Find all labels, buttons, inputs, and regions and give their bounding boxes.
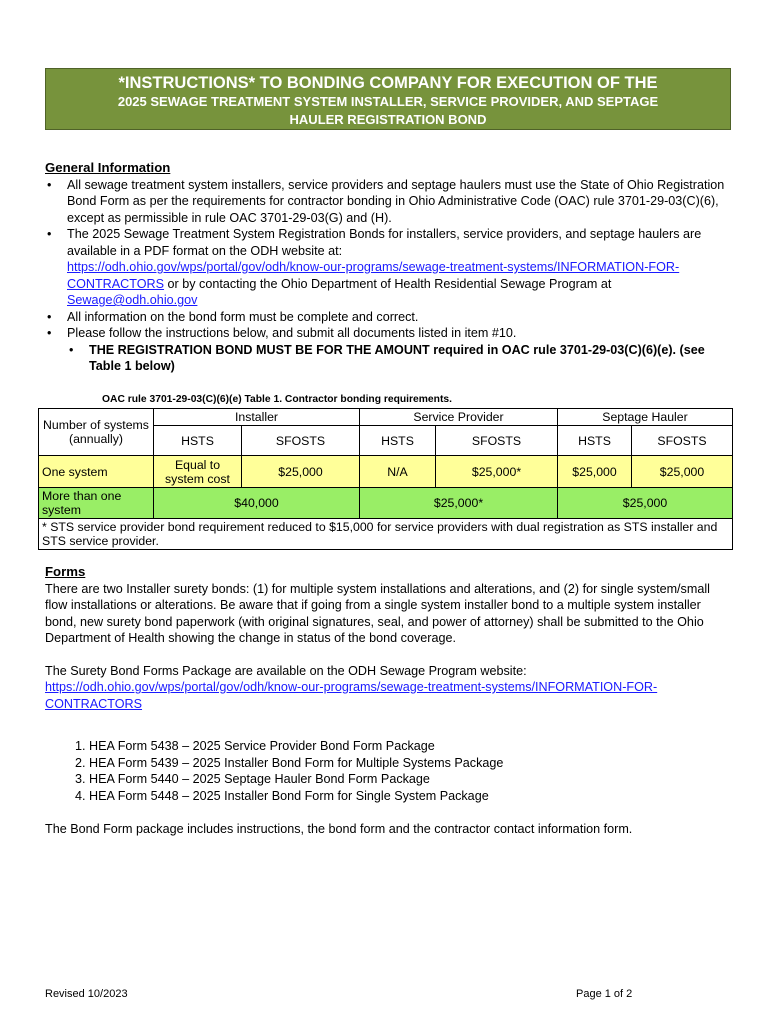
sub-bullets xyxy=(45,342,731,375)
registration-bond-note: • THE REGISTRATION BOND MUST BE FOR THE AMOUNT required in OAC rule 3701-29-03(C)(6)(e). (see Table 1 below) xyxy=(89,342,731,375)
number-of-systems-header: Number of systems (annually) xyxy=(39,409,154,456)
title-line-1: *INSTRUCTIONS* TO BONDING COMPANY FOR EXECUTION OF THE xyxy=(118,74,658,92)
table-cell: $25,000* xyxy=(436,456,558,488)
general-bullet-3: • All information on the bond form must be complete and correct. xyxy=(67,309,731,326)
general-bullet-1: • All sewage treatment system installers, service providers and septage haulers must use the State of Ohio Registration Bond Form as per the requirements for contractor bonding in Ohio Administrative Code (OAC) rule 3701-29-03(C)(6), except as permissible in rule OAC 3701-29-03(G) and (H). xyxy=(67,177,731,227)
list-item: 3. HEA Form 5440 – 2025 Septage Hauler Bond Form Package xyxy=(89,771,731,788)
table-cell: $40,000 xyxy=(154,488,360,519)
table-cell: $25,000* xyxy=(360,488,558,519)
forms-paragraph-1: There are two Installer surety bonds: (1) for multiple system installations and alterations, and (2) for single system/small flow installations or alterations. Be aware that if going from a single system installer bond to a multiple system installer bond, new surety bond paperwork (with original signatures, seal, and power of attorney) shall be submitted to the Ohio Department of Health showing the change in status of the bond coverage. xyxy=(45,581,710,645)
list-item: 1. HEA Form 5438 – 2025 Service Provider Bond Form Package xyxy=(89,738,731,755)
subheader-cell: SFOSTS xyxy=(242,426,360,456)
bullet-2-text: The 2025 Sewage Treatment System Registration Bonds for installers, service providers, and septage haulers are available in a PDF format on the ODH website at: xyxy=(67,227,702,258)
subheader-cell: SFOSTS xyxy=(632,426,733,456)
title-banner xyxy=(45,68,731,130)
table-cell: $25,000 xyxy=(242,456,360,488)
general-bullet-2 xyxy=(67,226,731,309)
row-label: One system xyxy=(39,456,154,488)
subheader-cell: HSTS xyxy=(360,426,436,456)
forms-list xyxy=(45,738,731,804)
forms-paragraph-2: The Surety Bond Forms Package are available on the ODH Sewage Program website: xyxy=(45,663,527,678)
forms-heading: Forms xyxy=(45,564,86,579)
table-cell: N/A xyxy=(360,456,436,488)
table-cell: Equal to system cost xyxy=(154,456,242,488)
table-row-more-than-one xyxy=(39,488,733,519)
title-line-2: 2025 SEWAGE TREATMENT SYSTEM INSTALLER, SERVICE PROVIDER, AND SEPTAGE xyxy=(117,94,659,109)
bullet-2-mid: or by contacting the Ohio Department of Health Residential Sewage Program at xyxy=(164,276,612,291)
odh-forms-link[interactable]: https://odh.ohio.gov/wps/portal/gov/odh/know-our-programs/sewage-treatment-systems/INFORMATION-FOR-CONTRACTORS xyxy=(45,680,658,711)
forms-section xyxy=(45,564,731,838)
sewage-email-link[interactable]: Sewage@odh.ohio.gov xyxy=(67,293,198,307)
subheader-cell: SFOSTS xyxy=(436,426,558,456)
page-number: Page 1 of 2 xyxy=(576,988,633,1000)
table-row-one-system xyxy=(39,456,733,488)
general-information-section xyxy=(45,160,731,375)
forms-closing: The Bond Form package includes instructions, the bond form and the contractor contact information form. xyxy=(45,822,633,836)
septage-hauler-header: Septage Hauler xyxy=(558,409,733,426)
list-item: 2. HEA Form 5439 – 2025 Installer Bond Form for Multiple Systems Package xyxy=(89,755,731,772)
title-line-3: HAULER REGISTRATION BOND xyxy=(289,112,487,127)
table-footnote: * STS service provider bond requirement reduced to $15,000 for service providers with dual registration as STS installer and STS service provider. xyxy=(39,519,733,550)
table-cell: $25,000 xyxy=(558,456,632,488)
row-label: More than one system xyxy=(39,488,154,519)
table-cell: $25,000 xyxy=(632,456,733,488)
subheader-cell: HSTS xyxy=(154,426,242,456)
general-bullets xyxy=(45,177,731,342)
list-item: 4. HEA Form 5448 – 2025 Installer Bond Form for Single System Package xyxy=(89,788,731,805)
general-information-heading: General Information xyxy=(45,160,171,175)
general-bullet-4: • Please follow the instructions below, and submit all documents listed in item #10. xyxy=(67,325,731,342)
subheader-cell: HSTS xyxy=(558,426,632,456)
table-cell: $25,000 xyxy=(558,488,733,519)
table-caption: OAC rule 3701-29-03(C)(6)(e) Table 1. Contractor bonding requirements. xyxy=(102,394,452,405)
bonding-requirements-table xyxy=(38,408,733,550)
service-provider-header: Service Provider xyxy=(360,409,558,426)
revised-date: Revised 10/2023 xyxy=(45,988,128,1000)
installer-header: Installer xyxy=(154,409,360,426)
odh-contractors-link[interactable]: https://odh.ohio.gov/wps/portal/gov/odh/know-our-programs/sewage-treatment-systems/INFORMATION-FOR-CONTRACTORS xyxy=(67,260,680,291)
